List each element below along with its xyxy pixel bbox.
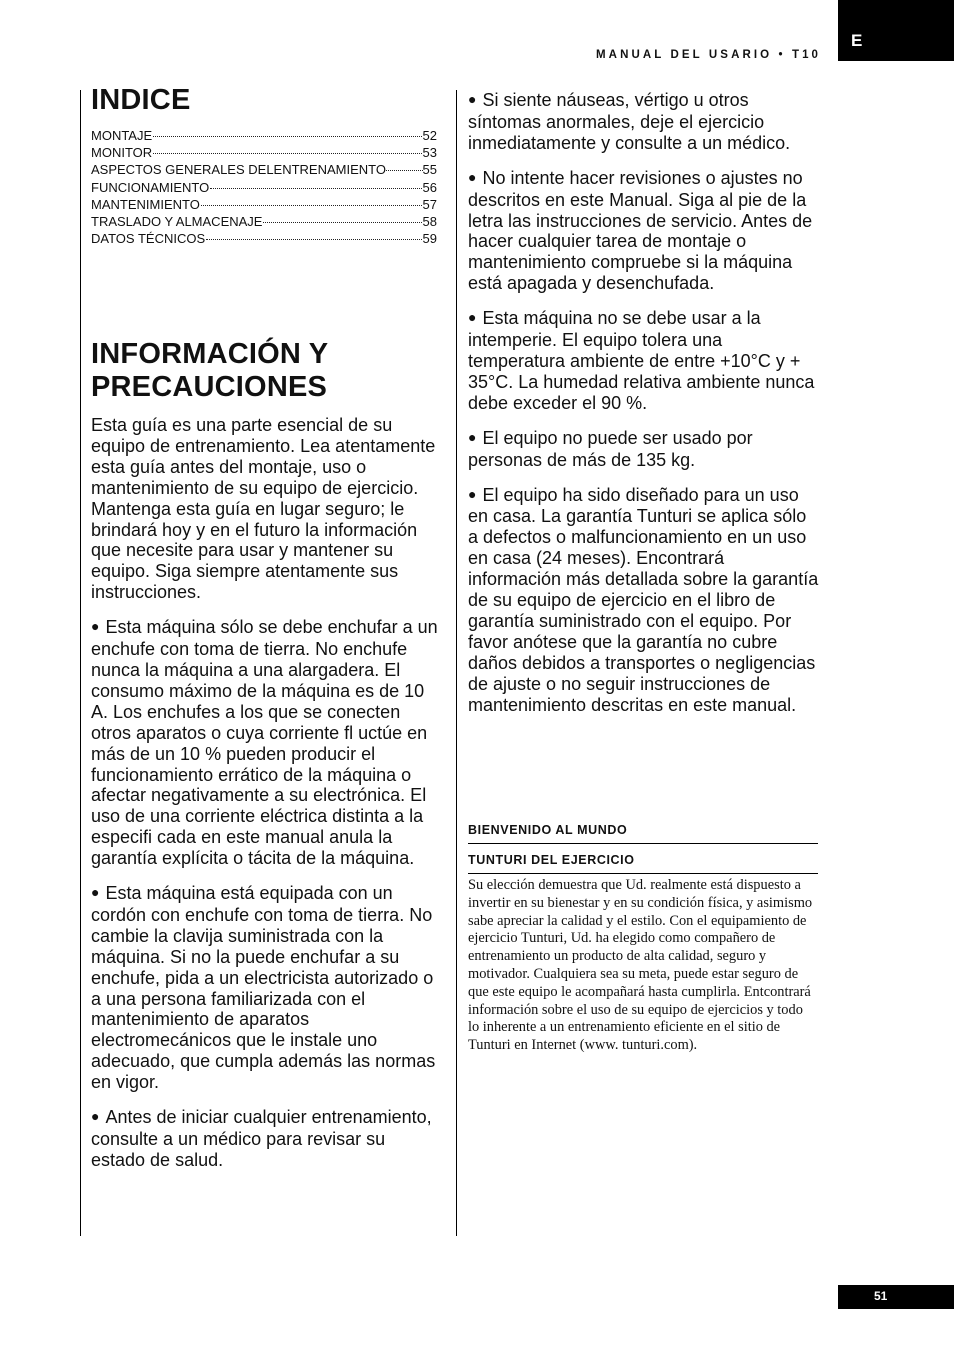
precaution-item xyxy=(468,168,820,294)
precaution-item xyxy=(468,428,820,471)
index-section xyxy=(91,84,441,247)
toc-leader xyxy=(263,222,421,223)
toc-page: 56 xyxy=(422,179,437,195)
left-column-rule xyxy=(80,90,81,1236)
center-column-rule xyxy=(456,90,457,1236)
toc-label: DATOS TÉCNICOS xyxy=(91,231,206,247)
precaution-text: El equipo ha sido diseñado para un uso en casa. La garantía Tunturi se aplica sólo a defectos o malfuncionamiento en un uso en casa (24 meses). Encontrará información más detallada sobre la garantía de su equipo de ejercicio en el libro de garantía suministrado con el equipo. Por favor anótese que la garantía no cubre daños debidos a transportes o negligencias de ajuste o no seguir instrucciones de mantenimiento descritas en este manual. xyxy=(468,484,819,715)
info-section xyxy=(91,338,441,1185)
welcome-text: Su elección demuestra que Ud. realmente está dispuesto a invertir en su bienestar y en su condición física, y asimismo sabe apreciar la calidad y el estilo. Con el equipamiento de ejercicio Tunturi, Ud. ha elegido como compañero de entrenamiento un producto de alta calidad, seguro y motivador. Cualquiera sea su meta, puede estar seguro de que este equipo le acompañará hasta cumplirla. Entcontrará información sobre el uso de su equipo de ejercicios y todo lo inherente a un entrenamiento eficiente en el sitio de Tunturi en Internet (www. tunturi.com). xyxy=(468,877,813,1054)
precaution-item xyxy=(91,617,441,869)
table-of-contents xyxy=(91,127,441,247)
toc-label: FUNCIONAMIENTO xyxy=(91,179,210,195)
toc-page: 58 xyxy=(422,214,437,230)
precaution-item xyxy=(468,485,820,716)
precaution-item xyxy=(91,883,441,1093)
precaution-text: No intente hacer revisiones o ajustes no descritos en este Manual. Siga al pie de la letra las instrucciones de servicio. Antes de hacer cualquier tarea de montaje o mantenimiento compruebe si la máquina está apagada y desenchufada. xyxy=(468,167,813,294)
toc-page: 53 xyxy=(422,145,437,161)
toc-entry[interactable] xyxy=(91,179,437,196)
toc-label: MANTENIMIENTO xyxy=(91,196,200,212)
welcome-heading-line1: BIENVENIDO AL MUNDO xyxy=(468,823,818,844)
bullet-icon: ● xyxy=(91,1108,100,1125)
toc-entry[interactable] xyxy=(91,161,437,178)
precaution-text: Esta máquina no se debe usar a la intemperie. El equipo tolera una temperatura ambiente de entre +10°C y + 35°C. La humedad relativa ambiente nunca debe exceder el 90 %. xyxy=(468,308,815,413)
bullet-icon: ● xyxy=(468,428,477,445)
bullet-icon: ● xyxy=(468,309,477,326)
toc-label: MONITOR xyxy=(91,145,153,161)
precaution-text: Antes de iniciar cualquier entrenamiento, consulte a un médico para revisar su estado de salud. xyxy=(91,1107,432,1170)
toc-entry[interactable] xyxy=(91,144,437,161)
precaution-text: Si siente náuseas, vértigo u otros síntomas anormales, deje el ejercicio inmediatamente y consulte a un médico. xyxy=(468,90,791,153)
toc-leader xyxy=(386,170,423,171)
toc-label: TRASLADO Y ALMACENAJE xyxy=(91,214,263,230)
welcome-heading-line2: TUNTURI DEL EJERCICIO xyxy=(468,853,818,874)
toc-leader xyxy=(206,239,421,240)
bullet-icon: ● xyxy=(468,91,477,107)
precaution-item xyxy=(91,1107,441,1171)
info-intro: Esta guía es una parte esencial de su equipo de entrenamiento. Lea atentamente esta guía antes del montaje, uso o mantenimiento de su equipo de ejercicio. Mantenga esta guía en lugar seguro; le brindará hoy y en el futuro la información que necesite para usar y mantener su equipo. Siga siempre atentamente sus instrucciones. xyxy=(91,415,436,603)
precaution-text: El equipo no puede ser usado por personas de más de 135 kg. xyxy=(468,427,753,470)
bullet-icon: ● xyxy=(91,618,100,635)
toc-label: MONTAJE xyxy=(91,128,153,143)
toc-leader xyxy=(210,188,421,189)
toc-entry[interactable] xyxy=(91,230,437,247)
language-tab xyxy=(838,0,954,61)
manual-header-title: MANUAL DEL USARIO • T10 xyxy=(596,49,822,61)
toc-label: ASPECTOS GENERALES DELENTRENAMIENTO xyxy=(91,162,386,178)
toc-leader xyxy=(153,136,421,137)
bullet-icon: ● xyxy=(468,485,477,502)
precaution-text: Esta máquina está equipada con un cordón con enchufe con toma de tierra. No cambie la clavija suministrada con la máquina. Si no la puede enchufar a su enchufe, pida a un electricista autorizado o a una persona familiarizada con el mantenimiento de aparatos electromecánicos que le instale uno adecuado, que cumpla además las normas en vigor. xyxy=(91,883,436,1093)
toc-page: 52 xyxy=(422,128,437,143)
toc-leader xyxy=(153,153,421,154)
page-number: 51 xyxy=(874,1289,888,1303)
welcome-section xyxy=(468,823,820,1055)
precaution-item xyxy=(468,308,820,414)
precaution-text: Esta máquina sólo se debe enchufar a un enchufe con toma de tierra. No enchufe nunca la máquina a una alargadera. El consumo máximo de la máquina es de 10 A. Los enchufes a los que se conecten otros aparatos o cuya corriente fl uctúe en más de un 10 % pueden producir el funcionamiento errático de la máquina o afectar negativamente a su electrónica. El uso de una corriente eléctrica distinta a la especifi cada en este manual anula la garantía explícita o tácita de la máquina. xyxy=(91,617,438,869)
toc-entry[interactable] xyxy=(91,196,437,213)
precaution-item xyxy=(468,90,820,154)
info-heading-line1: INFORMACIÓN Y xyxy=(91,338,329,370)
toc-entry[interactable] xyxy=(91,213,437,230)
toc-leader xyxy=(201,205,422,206)
language-tab-label: E xyxy=(851,31,863,50)
bullet-icon: ● xyxy=(91,884,100,901)
toc-page: 59 xyxy=(422,231,437,247)
bullet-icon: ● xyxy=(468,168,477,185)
toc-page: 55 xyxy=(422,162,437,178)
precautions-continued xyxy=(468,90,820,729)
page-number-tab xyxy=(838,1285,954,1309)
toc-entry[interactable] xyxy=(91,127,437,144)
index-heading: INDICE xyxy=(91,84,191,116)
toc-page: 57 xyxy=(422,196,437,212)
info-heading xyxy=(91,338,441,404)
info-heading-line2: PRECAUCIONES xyxy=(91,371,328,403)
